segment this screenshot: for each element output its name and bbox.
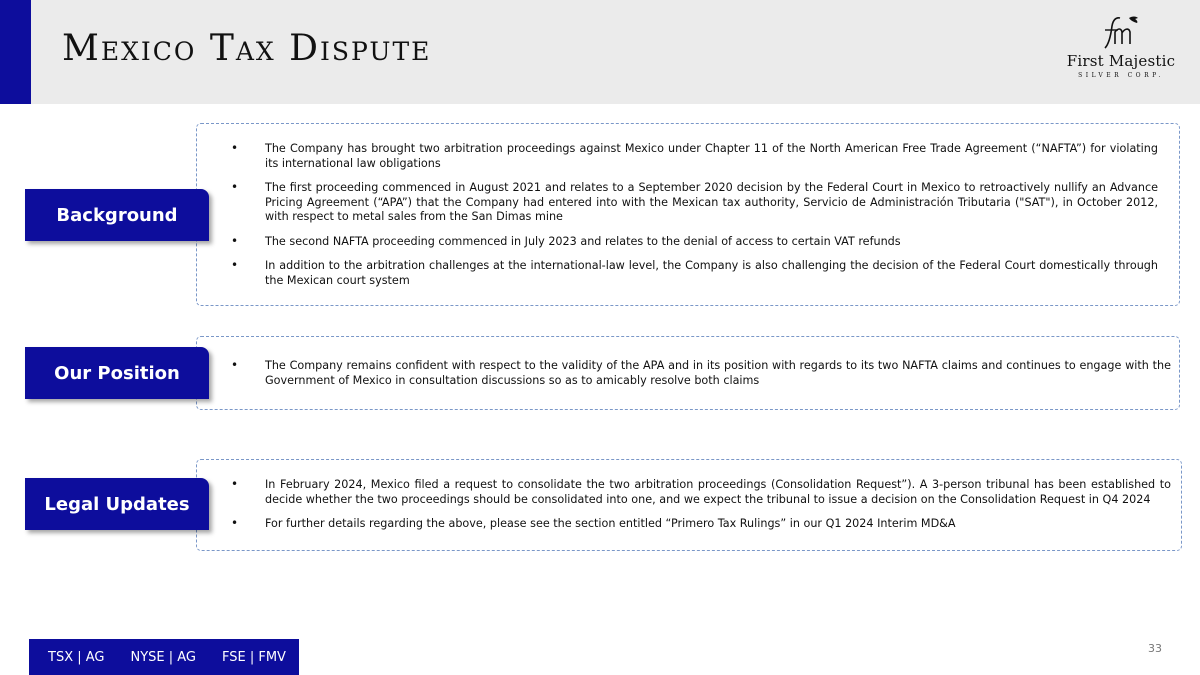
list-item: • The Company has brought two arbitration proceedings against Mexico under Chapter 11 of the North American Free Trade Agreement (“NAFTA”) for violating its international law obligations bbox=[265, 142, 1158, 171]
legal-updates-bullet-list bbox=[265, 478, 1171, 542]
page-number: 33 bbox=[1148, 642, 1162, 655]
header-accent-bar bbox=[0, 0, 31, 104]
section-label-legal-updates: Legal Updates bbox=[25, 478, 209, 530]
ticker-tsx: TSX | AG bbox=[48, 649, 105, 665]
list-item: • For further details regarding the above, please see the section entitled “Primero Tax Rulings” in our Q1 2024 Interim MD&A bbox=[265, 517, 1171, 532]
fm-monogram-icon bbox=[1099, 14, 1143, 50]
logo-subtitle: SILVER CORP. bbox=[1078, 72, 1164, 79]
section-label-our-position: Our Position bbox=[25, 347, 209, 399]
our-position-bullet-list bbox=[265, 359, 1171, 398]
legal-updates-box bbox=[196, 459, 1182, 551]
company-logo bbox=[1058, 14, 1184, 94]
list-item: • In addition to the arbitration challenges at the international-law level, the Company is also challenging the decision of the Federal Court domestically through the Mexican court system bbox=[265, 259, 1158, 288]
section-label-background: Background bbox=[25, 189, 209, 241]
background-bullet-list bbox=[265, 142, 1158, 298]
logo-name: First Majestic bbox=[1066, 52, 1176, 70]
ticker-footer bbox=[29, 639, 299, 675]
ticker-nyse: NYSE | AG bbox=[130, 649, 196, 665]
ticker-fse: FSE | FMV bbox=[222, 649, 286, 665]
list-item: • The Company remains confident with respect to the validity of the APA and in its position with regards to its two NAFTA claims and continues to engage with the Government of Mexico in consultation discussions so as to amicably resolve both claims bbox=[265, 359, 1171, 388]
list-item: • The first proceeding commenced in August 2021 and relates to a September 2020 decision by the Federal Court in Mexico to retroactively nullify an Advance Pricing Agreement (“APA”) that the Company had entered into with the Mexican tax authority, Servicio de Administración Tributaria ("SAT"), in October 2012, with respect to metal sales from the San Dimas mine bbox=[265, 181, 1158, 225]
background-box bbox=[196, 123, 1180, 306]
slide-title: Mexico Tax Dispute bbox=[62, 28, 432, 69]
our-position-box bbox=[196, 336, 1180, 410]
list-item: • In February 2024, Mexico filed a request to consolidate the two arbitration proceedings (Consolidation Request”). A 3-person tribunal has been established to decide whether the two proceedings should be consolidated into one, and we expect the tribunal to issue a decision on the Consolidation Request in Q4 2024 bbox=[265, 478, 1171, 507]
slide-header bbox=[0, 0, 1200, 104]
list-item: • The second NAFTA proceeding commenced in July 2023 and relates to the denial of access to certain VAT refunds bbox=[265, 235, 1158, 250]
